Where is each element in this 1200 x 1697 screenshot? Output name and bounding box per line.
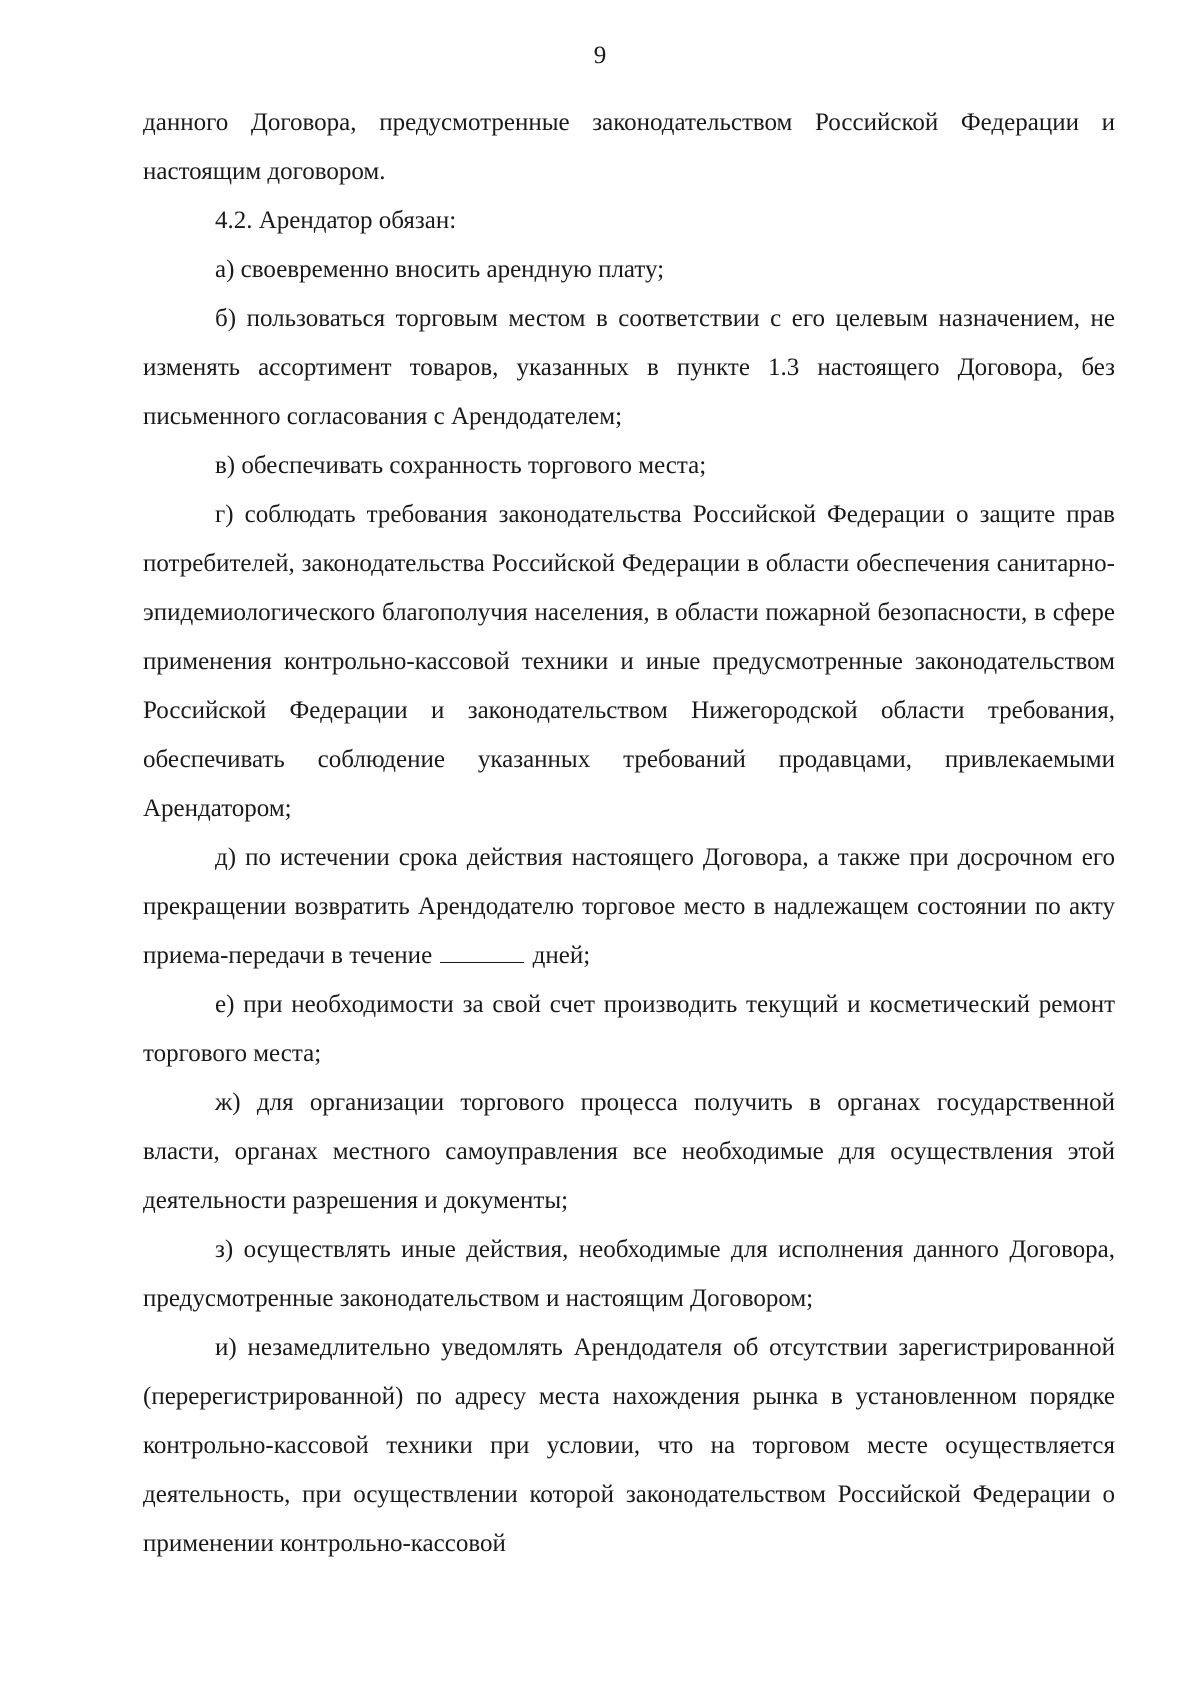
clause-v: в) обеспечивать сохранность торгового места; <box>215 452 707 479</box>
document-body <box>143 98 1115 1568</box>
clause-d <box>143 833 1115 980</box>
clause-g: г) соблюдать требования законодательства Российской Федерации о защите прав потребителей, законодательства Российской Федерации в области обеспечения санитарно-эпидемиологического благополучия населения, в области пожарной безопасности, в сфере применения контрольно-кассовой техники и иные предусмотренные законодательством Российской Федерации и законодательством Нижегородской области требования, обеспечивать соблюдение указанных требований продавцами, привлекаемыми Арендатором; <box>143 501 1115 822</box>
clause-a: а) своевременно вносить арендную плату; <box>215 256 665 283</box>
paragraph-continuation: данного Договора, предусмотренные законодательством Российской Федерации и настоящим договором. <box>143 109 1115 185</box>
days-blank-field <box>440 942 524 963</box>
clause-i: и) незамедлительно уведомлять Арендодателя об отсутствии зарегистрированной (перерегистрированной) по адресу места нахождения рынка в установленном порядке контрольно-кассовой техники при условии, что на торговом месте осуществляется деятельность, при осуществлении которой законодательством Российской Федерации о применении контрольно-кассовой <box>143 1334 1115 1557</box>
clause-e: е) при необходимости за свой счет производить текущий и косметический ремонт торгового места; <box>143 991 1115 1067</box>
section-heading-4-2: 4.2. Арендатор обязан: <box>215 207 457 234</box>
clause-d-suffix: дней; <box>532 942 591 969</box>
clause-z: з) осуществлять иные действия, необходимые для исполнения данного Договора, предусмотренные законодательством и настоящим Договором; <box>143 1236 1115 1312</box>
clause-b: б) пользоваться торговым местом в соответствии с его целевым назначением, не изменять ассортимент товаров, указанных в пункте 1.3 настоящего Договора, без письменного согласования с Арендодателем; <box>143 305 1115 430</box>
page-number: 9 <box>593 42 607 69</box>
clause-d-text: д) по истечении срока действия настоящего Договора, а также при досрочном его прекращении возвратить Арендодателю торговое место в надлежащем состоянии по акту приема-передачи в течение <box>143 844 1115 969</box>
clause-zh: ж) для организации торгового процесса получить в органах государственной власти, органах местного самоуправления все необходимые для осуществления этой деятельности разрешения и документы; <box>143 1089 1115 1214</box>
